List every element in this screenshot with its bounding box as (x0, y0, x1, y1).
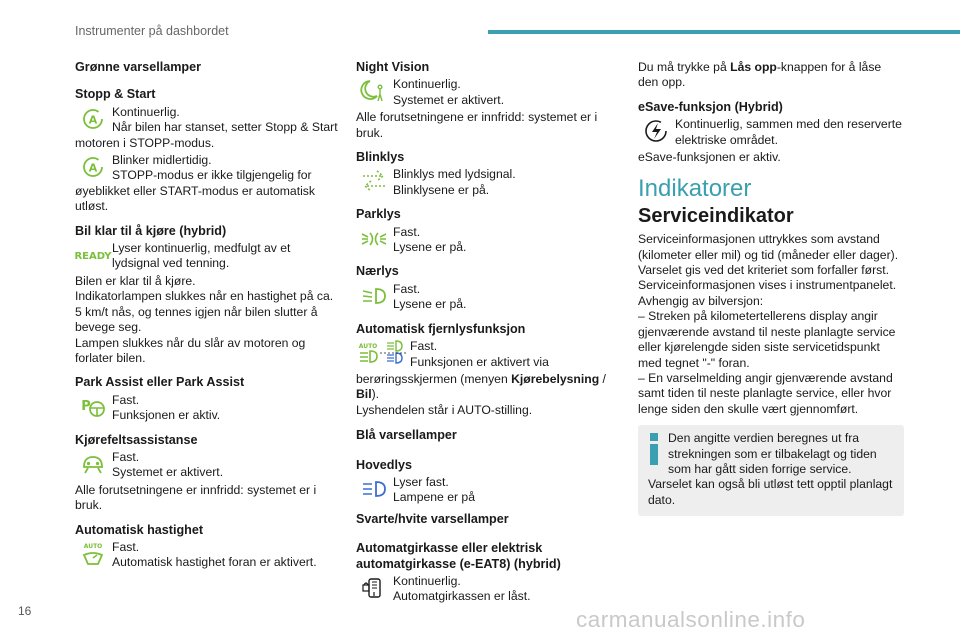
night-vision-entry: Kontinuerlig. Systemet er aktivert. (356, 77, 608, 108)
auto-high-beam-path: berøringsskjermen (menyen Kjørebelysning / Bil). (356, 371, 606, 402)
black-white-lamps-heading: Svarte/hvite varsellamper (356, 511, 509, 526)
green-lamps-heading: Grønne varsellamper (75, 60, 201, 74)
stopstart-entry-1: A Kontinuerlig. Når bilen har stanset, setter Stopp & Start motoren i STOPP-modus. (75, 104, 338, 150)
ready-title: Bil klar til å kjøre (hybrid) (75, 223, 227, 238)
auto-high-beam-entry: AUTO Fast. Funksjonen er aktivert via (356, 339, 608, 370)
page-number: 16 (18, 604, 32, 618)
page-header-title: Instrumenter på dashbordet (75, 24, 229, 38)
auto-stop-start-icon (75, 153, 111, 181)
blinkers-title: Blinklys (356, 150, 405, 165)
esave-title: eSave-funksjon (Hybrid) (638, 99, 783, 114)
main-beam-icon (356, 475, 392, 503)
stopstart-entry-2: A Blinker midlertidig. STOPP-modus er ikke tilgjengelig for øyeblikket eller START-modus er automatisk utløst. (75, 153, 315, 214)
esave-entry: Kontinuerlig, sammen med den reserverte elektriske området. (638, 117, 904, 148)
indicators-heading: Indikatorer (638, 175, 752, 203)
auto-speed-entry: AUTO Fast. Automatisk hastighet foran er aktivert. (75, 540, 341, 571)
night-vision-title: Night Vision (356, 60, 430, 74)
park-assist-entry: P Fast. Funksjonen er aktiv. (75, 393, 341, 424)
svg-text:P: P (81, 398, 91, 414)
auto-stop-start-icon (75, 105, 111, 133)
parking-lights-icon (356, 225, 392, 253)
night-vision-icon (356, 77, 392, 105)
dipped-beam-title: Nærlys (356, 264, 399, 279)
esave-icon (638, 117, 674, 145)
auto-speed-title: Automatisk hastighet (75, 522, 204, 537)
info-icon (648, 433, 660, 467)
gearbox-title: Automatgirkasse eller elektrisk automatgirkasse (e-EAT8) (hybrid) (356, 541, 561, 571)
turn-signal-icon (356, 167, 392, 195)
main-beam-entry: Lyser fast. Lampene er på (356, 475, 608, 506)
parking-lights-entry: Fast. Lysene er på. (356, 225, 608, 256)
blue-lamps-heading: Blå varsellamper (356, 428, 457, 443)
lane-assist-entry: Fast. Systemet er aktivert. (75, 450, 341, 481)
auto-high-beam-title: Automatisk fjernlysfunksjon (356, 321, 526, 336)
auto-high-beam-icon (356, 339, 409, 367)
column-middle: Night Vision Kontinuerlig. Systemet er aktivert. Alle forutsetningene er innfridd: systemet er i bruk. Blinklys Blinklys med lydsignal. Blinklysene er på. Parklys Fast. Lysene er på. Nærlys Fast. Lysene er på. Automatisk fjernlysfunksjon AUTO Fast. Funksjonen er aktivert via berøringsskjermen (menyen Kjørebelysning / Bil). Lyshendelen står i AUTO-stilling. Blå varsellamper Hovedlys Lyser fast. Lampene er på Svarte/hvite varsellamper Automatgirkasse eller elektrisk automatgirkasse (e-EAT8) (hybrid) Kontinuerlig. Automatgirkassen er låst. (356, 58, 608, 607)
dipped-beam-entry: Fast. Lysene er på. (356, 282, 608, 313)
park-assist-icon (75, 393, 111, 421)
ready-icon (75, 241, 111, 269)
column-left: Grønne varsellamper Stopp & Start A Kontinuerlig. Når bilen har stanset, setter Stopp & Start motoren i STOPP-modus. A Blinker midlertidig. STOPP-modus er ikke tilgjengelig for øyeblikket eller START-modus er automatisk utløst. Bil klar til å kjøre (hybrid) READY Lyser kontinuerlig, medfulgt av et lydsignal ved tenning. Bilen er klar til å kjøre. Indikatorlampen slukkes når en hastighet på ca. 5 km/t nås, og tennes igjen når bilen slutter å bevege seg. Lampen slukkes når du slår av motoren og forlater bilen. Park Assist eller Park Assist P Fast. Funksjonen er aktiv. Kjørefeltsassistanse Fast. Systemet er aktivert. Alle forutsetningene er innfridd: systemet er i bruk. Automatisk hastighet AUTO Fast. Automatisk hastighet foran er aktivert. (75, 58, 341, 573)
main-beam-title: Hovedlys (356, 457, 412, 472)
park-assist-title: Park Assist eller Park Assist (75, 375, 245, 390)
dipped-beam-icon (356, 282, 392, 310)
svg-text:READY: READY (74, 251, 112, 263)
svg-text:AUTO: AUTO (358, 343, 377, 351)
gearbox-lock-icon (356, 574, 392, 602)
svg-text:AUTO: AUTO (83, 542, 103, 550)
svg-text:A: A (88, 113, 98, 127)
lane-assist-title: Kjørefeltsassistanse (75, 432, 198, 447)
column-right: Du må trykke på Lås opp-knappen for å låse den opp. eSave-funksjon (Hybrid) Kontinuerlig, sammen med den reserverte elektriske området. eSave-funksjonen er aktiv. Indikatorer Serviceindikator Serviceinformasjonen uttrykkes som avstand (kilometer eller mil) og tid (måneder eller dager). Varselet gis ved det kriteriet som forfaller først. Serviceinformasjonen vises i instrumentpanelet. Avhengig av bilversjon: – Streken på kilometertellerens display angir gjenværende avstand til neste planlagte service eller kjørelengde siden siste servicetidspunkt med tegnet "-" foran. – En varselmelding angir gjenværende avstand samt tiden til neste planlagte service, eller hvor lenge siden den skulle vært gjennomført. Den angitte verdien beregnes ut fra strekningen som er tilbakelagt og tiden som har gått siden forrige service. Varselet kan også bli utløst tett opptil planlagt dato. (638, 58, 904, 516)
auto-speed-icon (75, 540, 111, 568)
lane-keeping-icon (75, 450, 111, 478)
blinkers-entry: Blinklys med lydsignal. Blinklysene er på. (356, 167, 608, 198)
stopstart-title: Stopp & Start (75, 87, 156, 102)
service-indicator-heading: Serviceindikator (638, 204, 794, 227)
info-note: Den angitte verdien beregnes ut fra strekningen som er tilbakelagt og tiden som har gått siden forrige service. Varselet kan også bli utløst tett opptil planlagt dato. (638, 425, 904, 516)
unlock-text: Du må trykke på Lås opp-knappen for å låse den opp. (638, 60, 882, 90)
watermark: carmanualsonline.info (576, 607, 806, 632)
parking-lights-title: Parklys (356, 207, 401, 222)
svg-text:A: A (88, 161, 98, 175)
ready-entry: READY Lyser kontinuerlig, medfulgt av et lydsignal ved tenning. (74, 241, 291, 271)
header-accent-bar (488, 30, 960, 34)
gearbox-entry: Kontinuerlig. Automatgirkassen er låst. (356, 574, 608, 605)
